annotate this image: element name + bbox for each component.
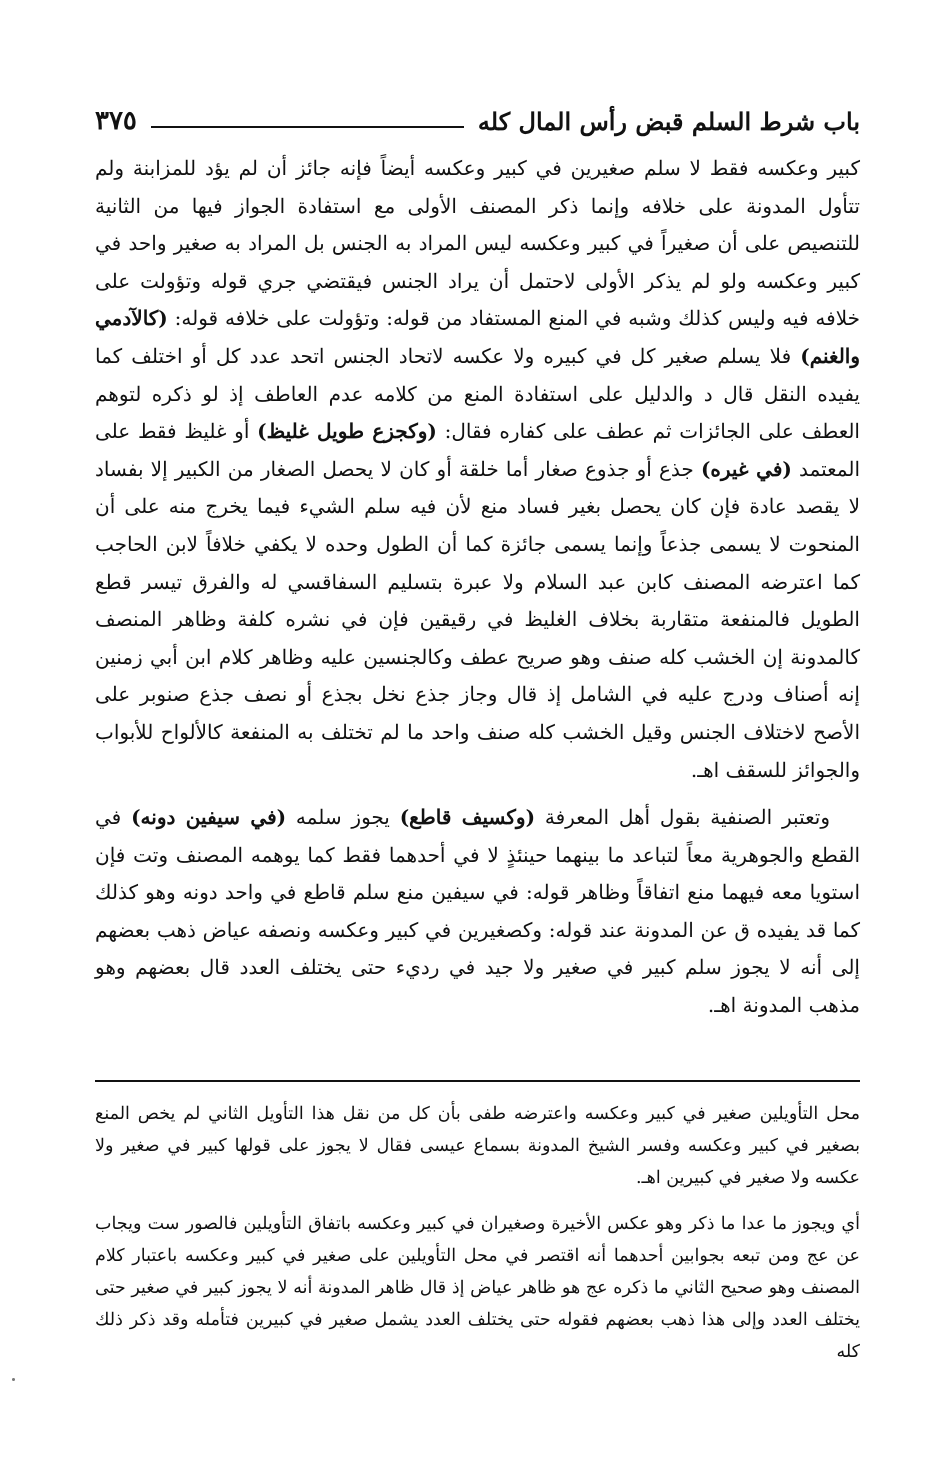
matn-quote: (في سيفين دونه): [131, 805, 287, 830]
header-rule: [151, 126, 464, 128]
page-number: ٣٧٥: [95, 106, 137, 136]
footnote-separator: [95, 1080, 860, 1082]
matn-quote: (في غيره): [700, 456, 792, 481]
footnote: أي ويجوز ما عدا ما ذكر وهو عكس الأخيرة وصغيران في كبير وعكسه باتفاق التأويلين فالصور ست ويجاب عن عج ومن تبعه بجوابين أحدهما أنه اقتصر في محل التأويلين على صغير في كبير وعكسه باعتبار كلام المصنف وهو صحيح الثاني ما ذكره عج هو ظاهر عياض إذ قال ظاهر المدونة أنه لا يجوز كبير في صغير حتى يختلف العدد وإلى هذا ذهب بعضهم فقوله حتى يختلف العدد يشمل صغير في كبيرين فتأمله وقد ذكر ذلك كله: [95, 1214, 860, 1362]
footnote: محل التأويلين صغير في كبير وعكسه واعترضه طفى بأن كل من نقل هذا التأويل الثاني لم يخص المنع بصغير في كبير وعكسه وفسر الشيخ المدونة بسماع عيسى فقال لا يجوز على قولها كبير في صغير ولا عكسه ولا صغير في كبيرين اهـ.: [95, 1104, 860, 1188]
paragraph: كبير وعكسه فقط لا سلم صغيرين في كبير وعكسه أيضاً فإنه جائز أن لم يؤد للمزابنة ولم تتأول المدونة على خلافه وإنما ذكر المصنف الأولى مع استفادة الجواز فيها من الثانية للتنصيص على أن صغيراً في كبير وعكسه ليس المراد به الجنس بل المراد به صغير واحد في كبير وعكسه ولو لم يذكر الأولى لاحتمل أن يراد الجنس فيقتضي جري قوله وتؤولت على خلافه فيه وليس كذلك وشبه في المنع المستفاد من قوله: وتؤولت على خلافه قوله: (كالآدمي والغنم) فلا يسلم صغير كل في كبيره ولا عكسه لاتحاد الجنس اتحد عدد كل أو اختلف كما يفيده النقل قال د والدليل على استفادة المنع من كلامه عدم العاطف إذ لو ذكره لتوهم العطف على الجائزات ثم عطف على كفاره فقال: (وكجزع طويل غليظ) أو غليظ فقط على المعتمد (في غيره) جذع أو جذوع صغار أما خلقة أو كان لا يحصل الصغار من الكبير إلا بفساد لا يقصد عادة فإن كان يحصل بغير فساد منع لأن فيه سلم الشيء فيما يخرج منه على أن المنحوت لا يسمى جذعاً وإنما يسمى جائزة كما أن الطول وحده لا يكفي خلافاً لابن الحاجب كما اعترضه المصنف كابن عبد السلام ولا عبرة بتسليم السفاقسي له والفرق تيسر قطع الطويل فالمنفعة متقاربة بخلاف الغليظ في رقيقين فإن في نشره كلفة وظاهر المنصف كالمدونة إن الخشب كله صنف وهو صريح عطف وكالجنسين عليه وظاهر كلام ابن أبي زمنين إنه أصناف ودرج عليه في الشامل إذ قال وجاز جذع نخل بجذع أو نصف جذع صنوبر على الأصح لاختلاف الجنس وقيل الخشب كله صنف واحد ما لم تختلف به المنفعة كالألواح للأبواب والجوائز للسقف اهـ.: [95, 156, 861, 782]
matn-quote: (وكجزع طويل غليظ): [257, 419, 437, 444]
running-header: [95, 92, 860, 138]
paragraph: وتعتبر الصنفية بقول أهل المعرفة (وكسيف قاطع) يجوز سلمه (في سيفين دونه) في القطع والجوهرية معاً لتباعد ما بينهما حينئذٍ لا في أحدهما فقط كما يوهمه المصنف وتت فإن استويا معه فيهما منع اتفاقاً وظاهر قوله: في سيفين منع سلم قاطع في واحد دونه وهو كذلك كما قد يفيده ق عن المدونة عند قوله: وكصغيرين في كبير وعكسه ونصفه عياض ذهب بعضهم إلى أنه لا يجوز سلم كبير في صغير ولا جيد في رديء حتى يختلف العدد قال بعضهم وهو مذهب المدونة اهـ.: [95, 805, 860, 1018]
footnotes: [95, 1098, 860, 1368]
matn-quote: (وكسيف قاطع): [399, 805, 536, 830]
chapter-title: باب شرط السلم قبض رأس المال كله: [477, 107, 860, 136]
main-text: [95, 150, 860, 1025]
matn-quote: (كالآدمي والغنم): [95, 306, 860, 368]
scan-speck: [12, 1378, 15, 1381]
